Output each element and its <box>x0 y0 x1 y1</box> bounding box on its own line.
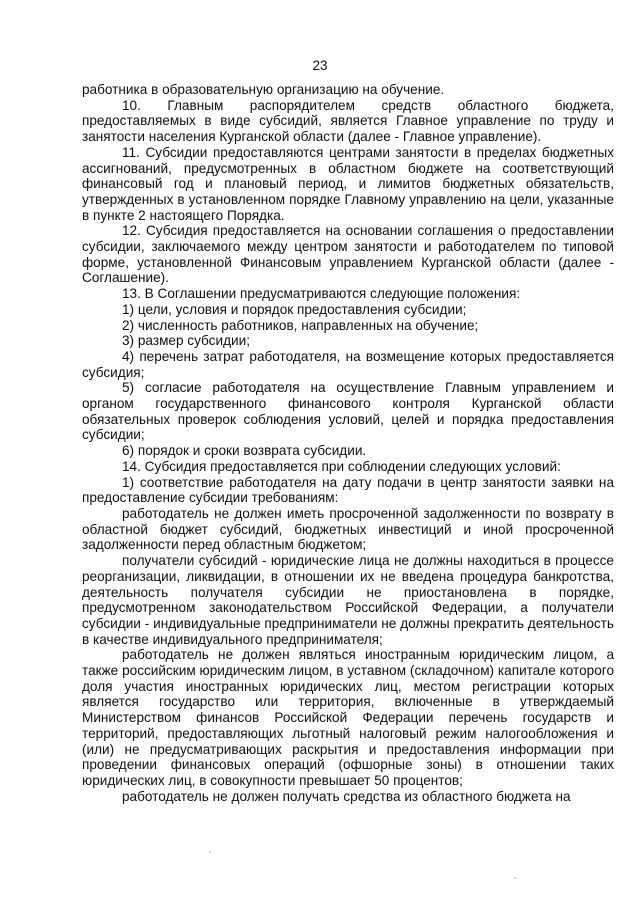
paragraph-14: 14. Субсидия предоставляется при соблюдении следующих условий: <box>122 458 561 474</box>
paragraph-11: 11. Субсидии предоставляются центрами занятости в пределах бюджетных ассигнований, предусмотренных в областном бюджете на соответствующий финансовый год и плановый период, и лимитов бюджетных обязательств, утвержденных в установленном порядке Главному управлению на цели, указанные в пункте 2 настоящего Порядка. <box>82 144 614 223</box>
scan-speck <box>514 877 516 879</box>
list-item-13-3: 3) размер субсидии; <box>122 333 250 349</box>
requirement-no-reorganization: получатели субсидий - юридические лица не должны находиться в процессе реорганизации, ликвидации, в отношении их не введена процедура банкротства, деятельность получателя субсидии не приостановлена в порядке, предусмотренном законодательством Российской Федерации, а получатели субсидии - индивидуальные предприниматели не должны прекратить деятельность в качестве индивидуального предпринимателя; <box>82 553 614 647</box>
page-number: 23 <box>312 58 328 73</box>
list-item-13-2: 2) численность работников, направленных на обучение; <box>122 317 479 333</box>
paragraph-continuation: работника в образовательную организацию на обучение. <box>82 82 445 97</box>
requirement-no-debt: работодатель не должен иметь просроченной задолженности по возврату в областной бюджет субсидий, бюджетных инвестиций и иной просроченной задолженности перед областным бюджетом; <box>82 505 614 553</box>
scan-speck <box>209 851 211 853</box>
list-item-13-5: 5) согласие работодателя на осуществление Главным управлением и органом государственного финансового контроля Курганской области обязательных проверок соблюдения условий, целей и порядка предоставления субсидии; <box>82 380 614 443</box>
list-item-13-4: 4) перечень затрат работодателя, на возмещение которых предоставляется субсидия; <box>82 348 614 380</box>
paragraph-13: 13. В Соглашении предусматриваются следующие положения: <box>122 286 521 302</box>
list-item-13-1: 1) цели, условия и порядок предоставления субсидии; <box>122 301 467 317</box>
list-item-14-1: 1) соответствие работодателя на дату подачи в центр занятости заявки на предоставление субсидии требованиям: <box>82 474 614 506</box>
list-item-13-6: 6) порядок и сроки возврата субсидии. <box>122 443 367 459</box>
paragraph-12: 12. Субсидия предоставляется на основании соглашения о предоставлении субсидии, заключаемого между центром занятости и работодателем по типовой форме, установленной Финансовым управлением Курганской области (далее - Соглашение). <box>82 223 614 286</box>
paragraph-10: 10. Главным распорядителем средств областного бюджета, предоставляемых в виде субсидий, является Главное управление по труду и занятости населения Курганской области (далее - Главное управление). <box>82 97 614 145</box>
requirement-no-other-funds: работодатель не должен получать средства из областного бюджета на <box>122 788 571 804</box>
requirement-not-foreign: работодатель не должен являться иностранным юридическим лицом, а также российским юридическим лицом, в уставном (складочном) капитале которого доля участия иностранных юридических лиц, местом регистрации которых является государство или территория, включенные в утверждаемый Министерством финансов Российской Федерации перечень государств и территорий, предоставляющих льготный налоговый режим налогообложения и (или) не предусматривающих раскрытия и предоставления информации при проведении финансовых операций (офшорные зоны) в отношении таких юридических лиц, в совокупности превышает 50 процентов; <box>82 647 614 788</box>
